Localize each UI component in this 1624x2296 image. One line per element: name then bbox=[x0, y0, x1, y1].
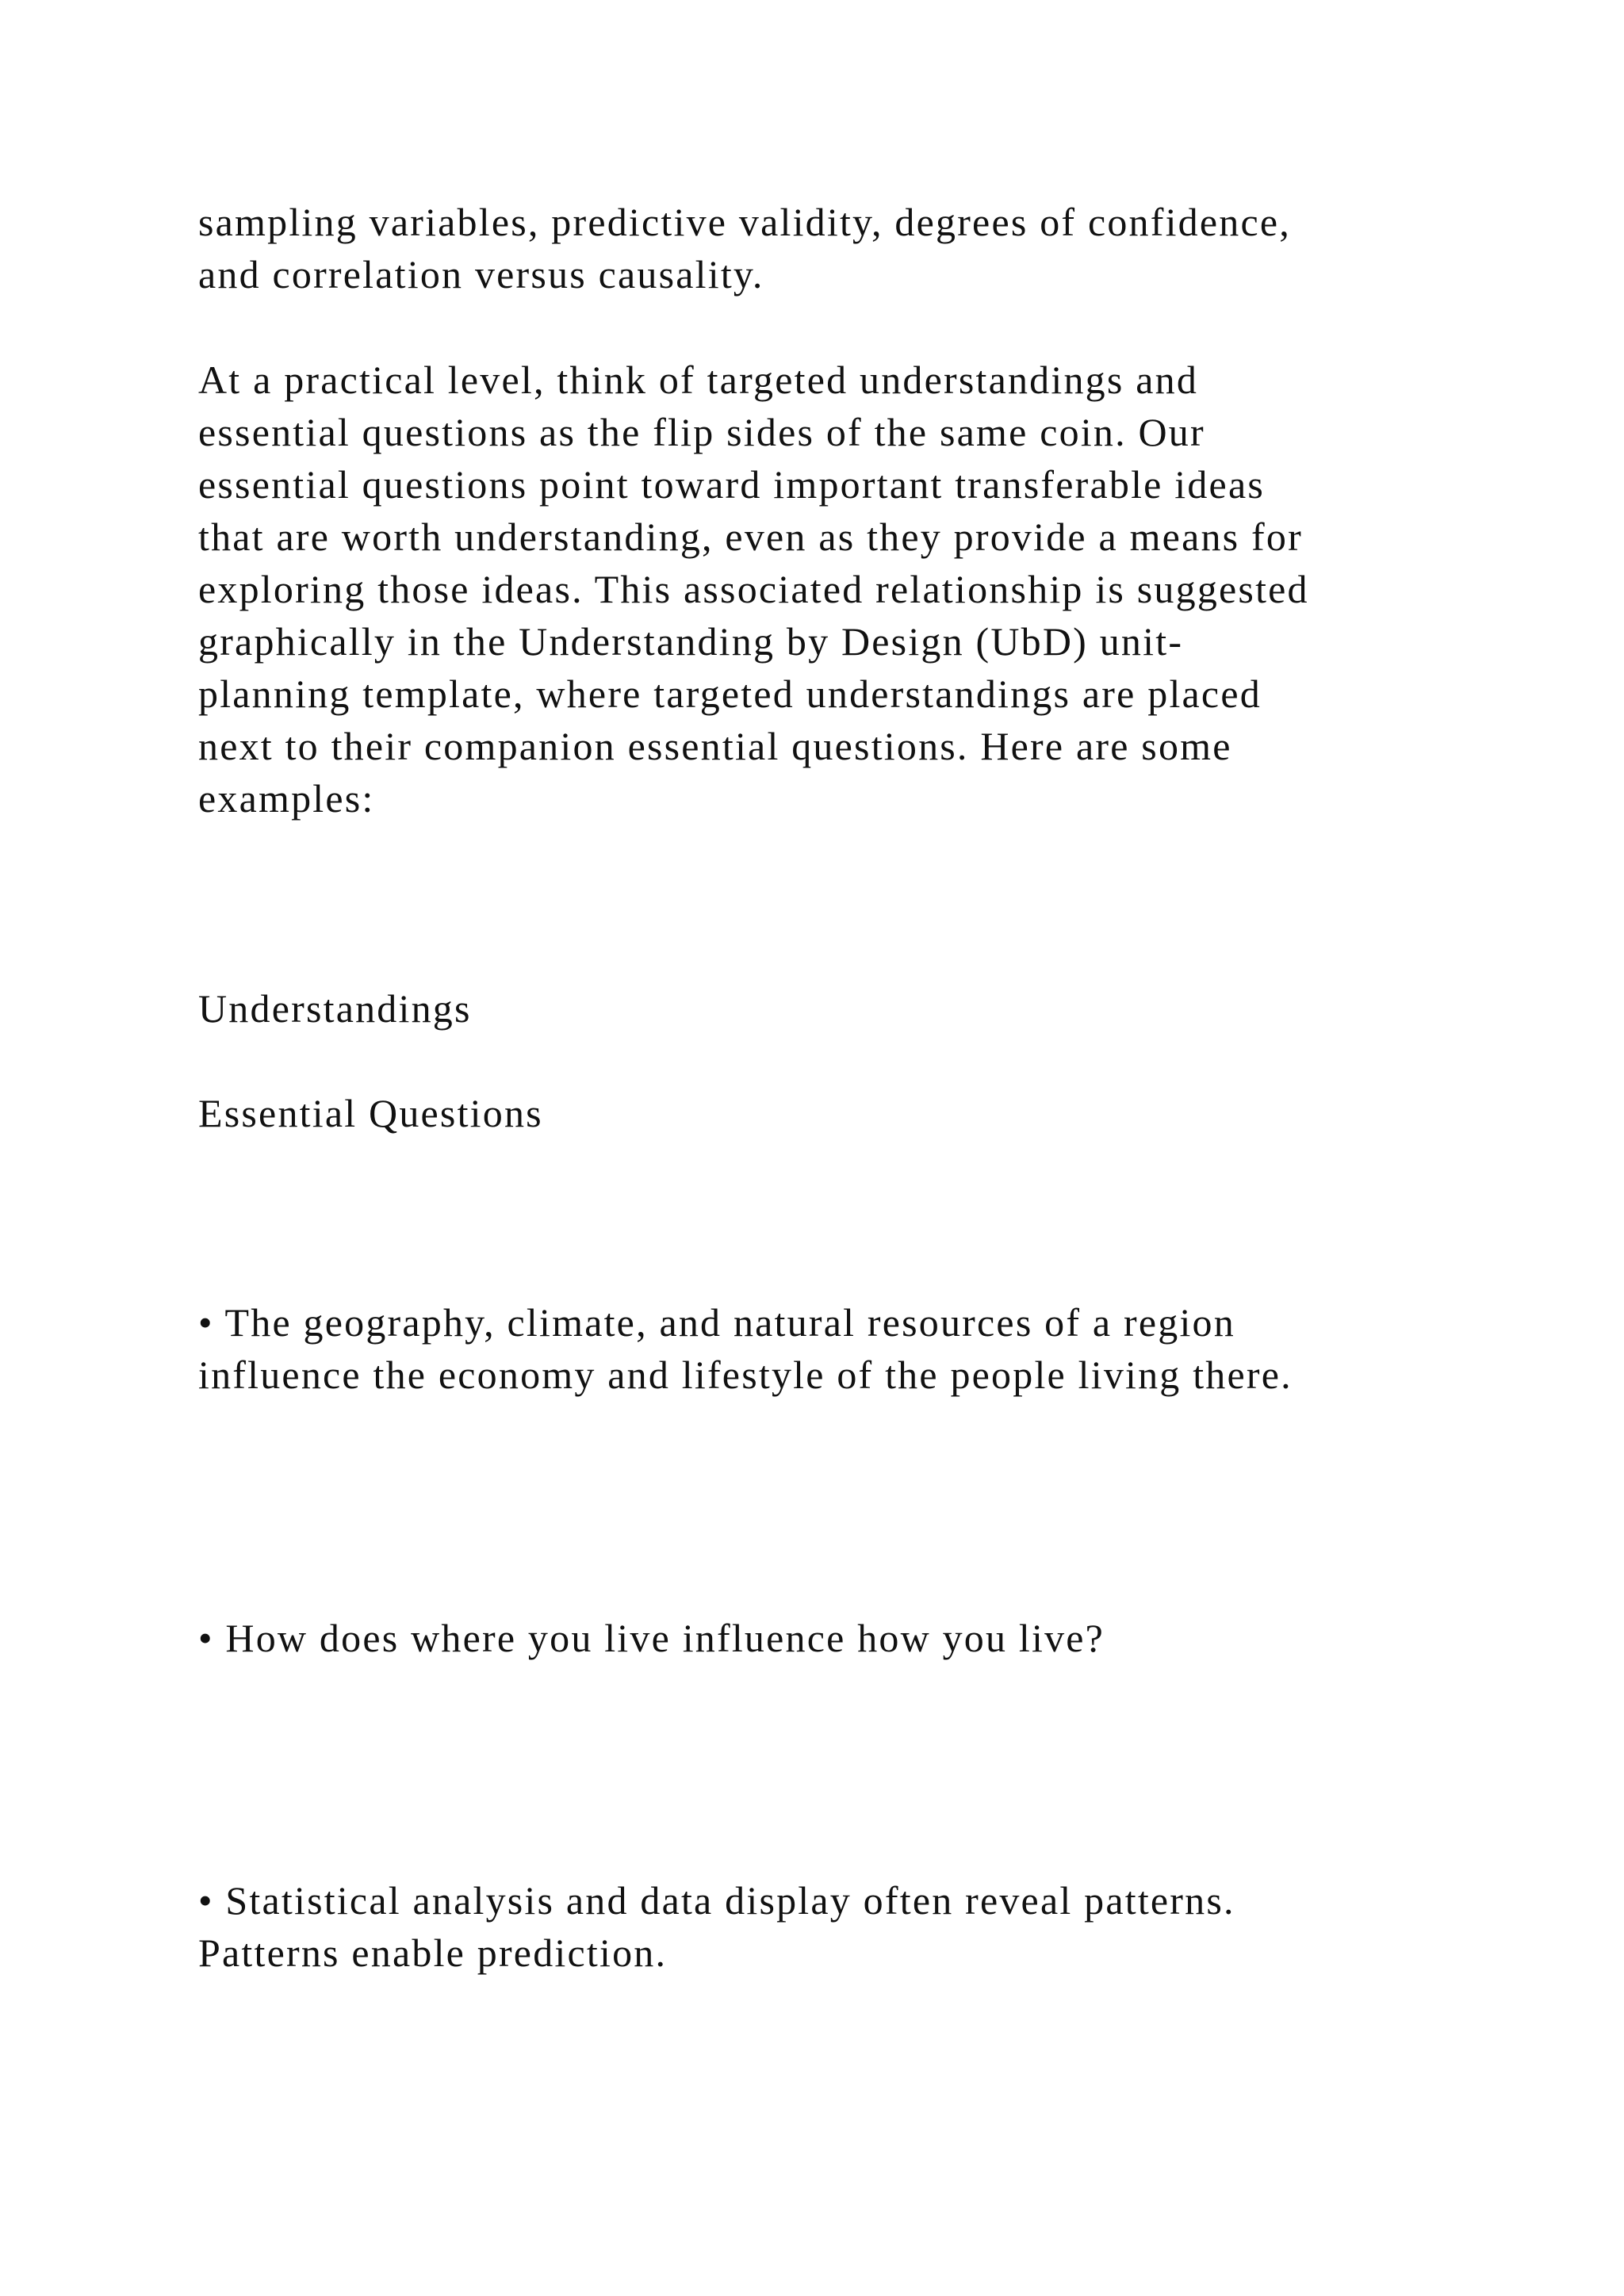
text-line: and correlation versus causality. bbox=[198, 252, 764, 297]
text-line: next to their companion essential questions. Here are some bbox=[198, 724, 1232, 768]
text-line: exploring those ideas. This associated relationship is suggested bbox=[198, 567, 1309, 611]
text-line: sampling variables, predictive validity, degrees of confidence, bbox=[198, 200, 1291, 244]
text-line: examples: bbox=[198, 776, 375, 821]
text-line: • The geography, climate, and natural resources of a region bbox=[198, 1300, 1235, 1345]
text-line: • How does where you live influence how you live? bbox=[198, 1616, 1105, 1660]
text-line: essential questions point toward important transferable ideas bbox=[198, 462, 1265, 507]
text-line: essential questions as the flip sides of the same coin. Our bbox=[198, 410, 1205, 454]
text-line: planning template, where targeted understandings are placed bbox=[198, 672, 1262, 716]
heading-essential-questions: Essential Questions bbox=[198, 1091, 543, 1135]
text-line: • Statistical analysis and data display often reveal patterns. bbox=[198, 1878, 1235, 1923]
text-line: that are worth understanding, even as they provide a means for bbox=[198, 515, 1303, 559]
text-line: At a practical level, think of targeted understandings and bbox=[198, 358, 1199, 402]
text-line: graphically in the Understanding by Design (UbD) unit- bbox=[198, 619, 1184, 664]
heading-understandings: Understandings bbox=[198, 986, 472, 1031]
text-line: influence the economy and lifestyle of the people living there. bbox=[198, 1353, 1293, 1397]
text-line: Patterns enable prediction. bbox=[198, 1931, 668, 1975]
